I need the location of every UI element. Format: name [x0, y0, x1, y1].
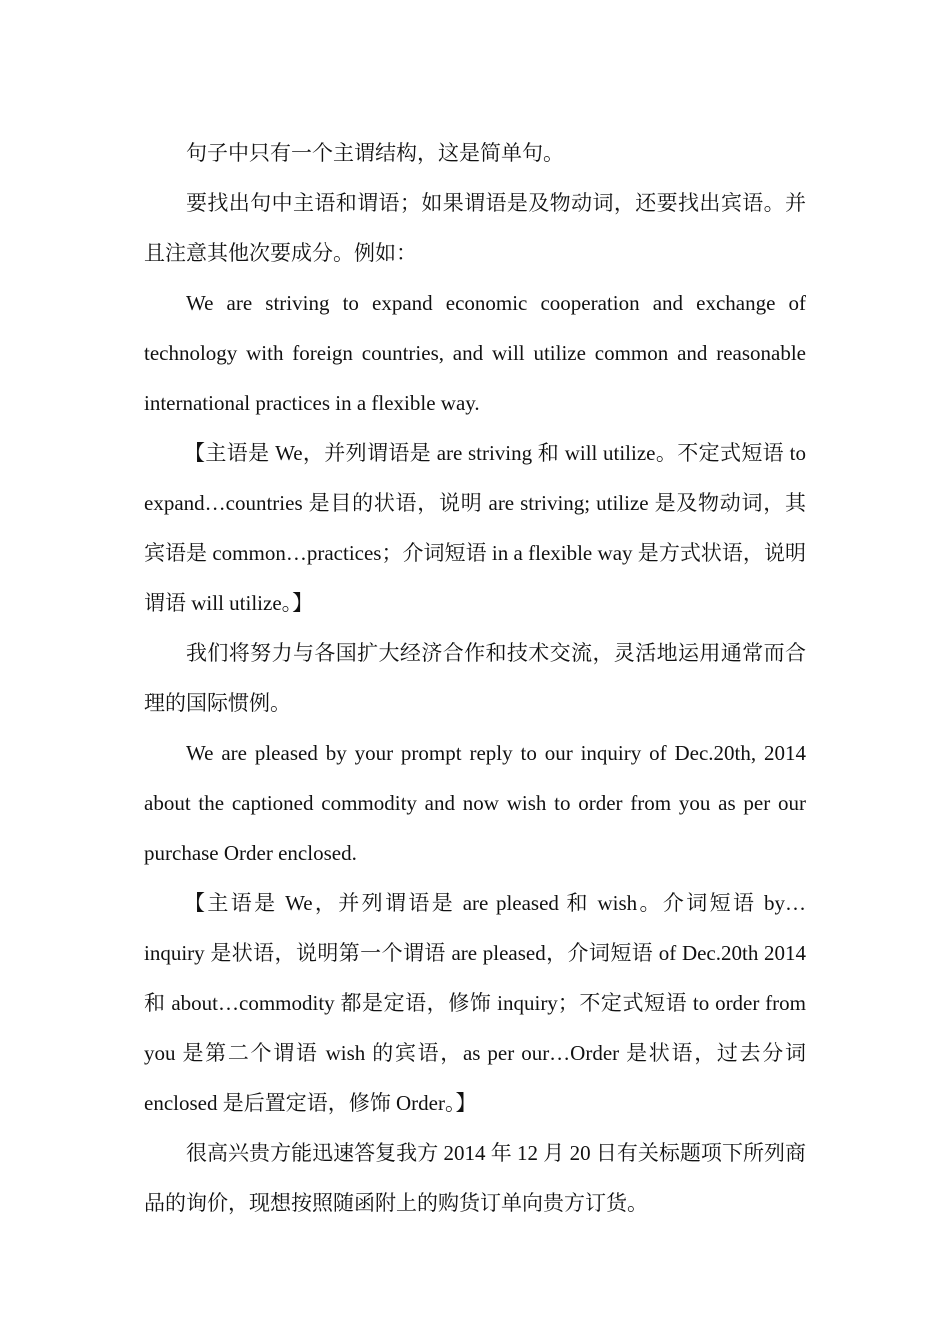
paragraph-example-1-translation: 我们将努力与各国扩大经济合作和技术交流，灵活地运用通常而合理的国际惯例。	[144, 641, 806, 715]
paragraph-example-1-analysis: 【主语是 We，并列谓语是 are striving 和 will utilize。不定式短语 to expand…countries 是目的状语，说明 are striving; utilize 是及物动词，其宾语是 common…practices；介词短语 in a flexible way 是方式状语，说明谓语 will utilize。】	[144, 441, 806, 615]
paragraph-example-1-english: We are striving to expand economic cooperation and exchange of technology with foreign countries, and will utilize common and reasonable international practices in a flexible way.	[144, 291, 806, 415]
paragraph-simple-sentence: 句子中只有一个主谓结构，这是简单句。	[186, 141, 564, 165]
paragraph-example-2-translation: 很高兴贵方能迅速答复我方 2014 年 12 月 20 日有关标题项下所列商品的询价，现想按照随函附上的购货订单向贵方订货。	[144, 1141, 806, 1215]
paragraph-example-2-english: We are pleased by your prompt reply to our inquiry of Dec.20th, 2014 about the captioned commodity and now wish to order from you as per our purchase Order enclosed.	[144, 741, 806, 865]
paragraph-method: 要找出句中主语和谓语；如果谓语是及物动词，还要找出宾语。并且注意其他次要成分。例如：	[144, 191, 806, 265]
paragraph-example-2-analysis: 【主语是 We，并列谓语是 are pleased 和 wish。介词短语 by…inquiry 是状语，说明第一个谓语 are pleased，介词短语 of Dec.20th 2014 和 about…commodity 都是定语，修饰 inquiry；不定式短语 to order from you 是第二个谓语 wish 的宾语，as per our…Order 是状语，过去分词 enclosed 是后置定语，修饰 Order。】	[144, 891, 806, 1115]
document-page	[144, 128, 806, 1228]
